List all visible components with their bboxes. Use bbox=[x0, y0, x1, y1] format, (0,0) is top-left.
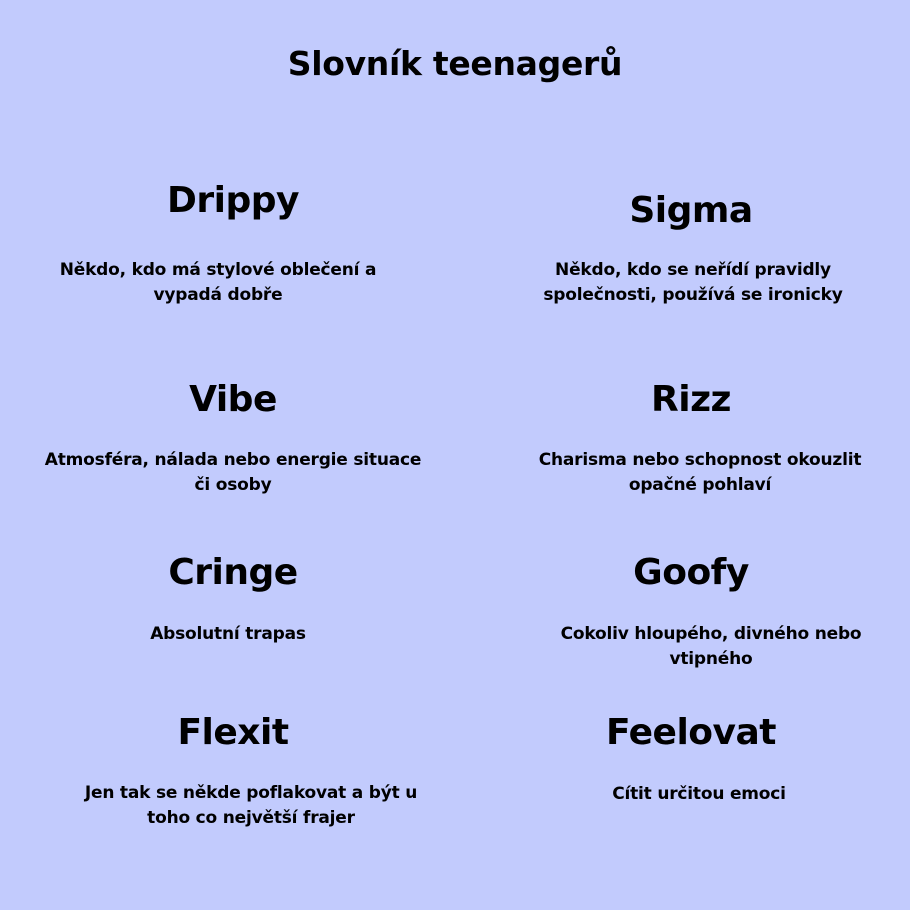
term-sigma: Sigma bbox=[629, 190, 753, 231]
definition-cringe: Absolutní trapas bbox=[150, 624, 306, 644]
term-flexit: Flexit bbox=[177, 712, 289, 753]
definition-drippy: Někdo, kdo má stylové oblečení a vypadá dobře bbox=[59, 260, 377, 305]
term-feelovat: Feelovat bbox=[605, 712, 776, 753]
definition-feelovat: Cítit určitou emoci bbox=[612, 784, 786, 804]
term-cringe: Cringe bbox=[168, 552, 298, 593]
page-title: Slovník teenagerů bbox=[287, 44, 623, 83]
term-vibe: Vibe bbox=[189, 379, 277, 420]
term-goofy: Goofy bbox=[633, 552, 749, 593]
definition-flexit: Jen tak se někde poflakovat a být u toho co největší frajer bbox=[84, 783, 418, 828]
term-rizz: Rizz bbox=[651, 379, 731, 420]
definition-vibe: Atmosféra, nálada nebo energie situace či osoby bbox=[44, 450, 422, 495]
term-drippy: Drippy bbox=[167, 180, 299, 221]
definition-rizz: Charisma nebo schopnost okouzlit opačné pohlaví bbox=[538, 450, 862, 495]
definition-sigma: Někdo, kdo se neřídí pravidly společnosti, používá se ironicky bbox=[543, 260, 843, 305]
definition-goofy: Cokoliv hloupého, divného nebo vtipného bbox=[560, 624, 862, 669]
